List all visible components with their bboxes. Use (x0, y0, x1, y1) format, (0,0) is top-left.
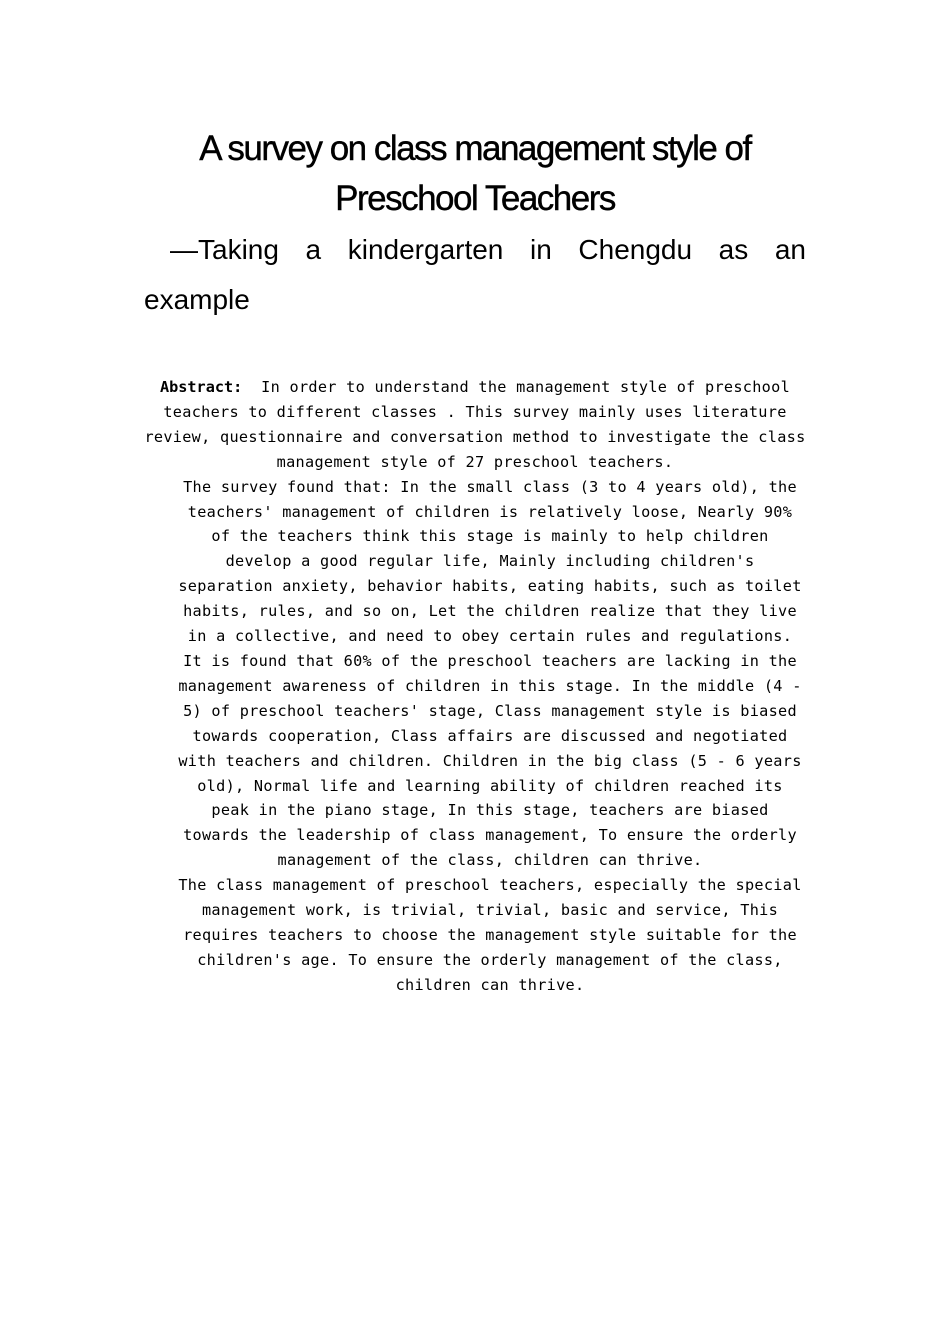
subtitle-line-1: —Taking a kindergarten in Chengdu as an (170, 234, 806, 265)
title-line-2: Preschool Teachers (335, 179, 615, 218)
abstract-text-3: The class management of preschool teachers, especially the special management work, is trivial, trivial, basic and service, This requires teachers to choose the management style suitable for the children's age. To ensure the orderly management of the class, children can thrive. (178, 876, 802, 994)
abstract-label: Abstract: (159, 378, 243, 396)
abstract-text-2: The survey found that: In the small class (3 to 4 years old), the teachers' management of children is relatively loose, Nearly 90% of the teachers think this stage is mainly to help children develop a good regular life, Mainly including children's separation anxiety, behavior habits, eating habits, such as toilet habits, rules, and so on, Let the children realize that they live in a collective, and need to obey certain rules and regulations. It is found that 60% of the preschool teachers are lacking in the management awareness of children in this stage. In the middle (4 - 5) of preschool teachers' stage, Class management style is biased towards cooperation, Class affairs are discussed and negotiated with teachers and children. Children in the big class (5 - 6 years old), Normal life and learning ability of children reached its peak in the piano stage, In this stage, teachers are biased towards the leadership of class management, To ensure the orderly management of the class, children can thrive. (178, 477, 802, 870)
abstract-paragraph-2 (144, 475, 806, 874)
abstract-paragraph-3 (144, 873, 806, 998)
document-subtitle (144, 225, 806, 325)
abstract-section (144, 375, 806, 998)
subtitle-line-2: example (144, 284, 250, 315)
abstract-paragraph-1 (144, 375, 806, 475)
abstract-text-1: In order to understand the management style of preschool teachers to different classes . This survey mainly uses literature review, questionnaire and conversation method to investigate the class management style of 27 preschool teachers. (144, 378, 806, 471)
document-title (144, 124, 806, 224)
title-line-1: A survey on class management style of (199, 129, 751, 168)
